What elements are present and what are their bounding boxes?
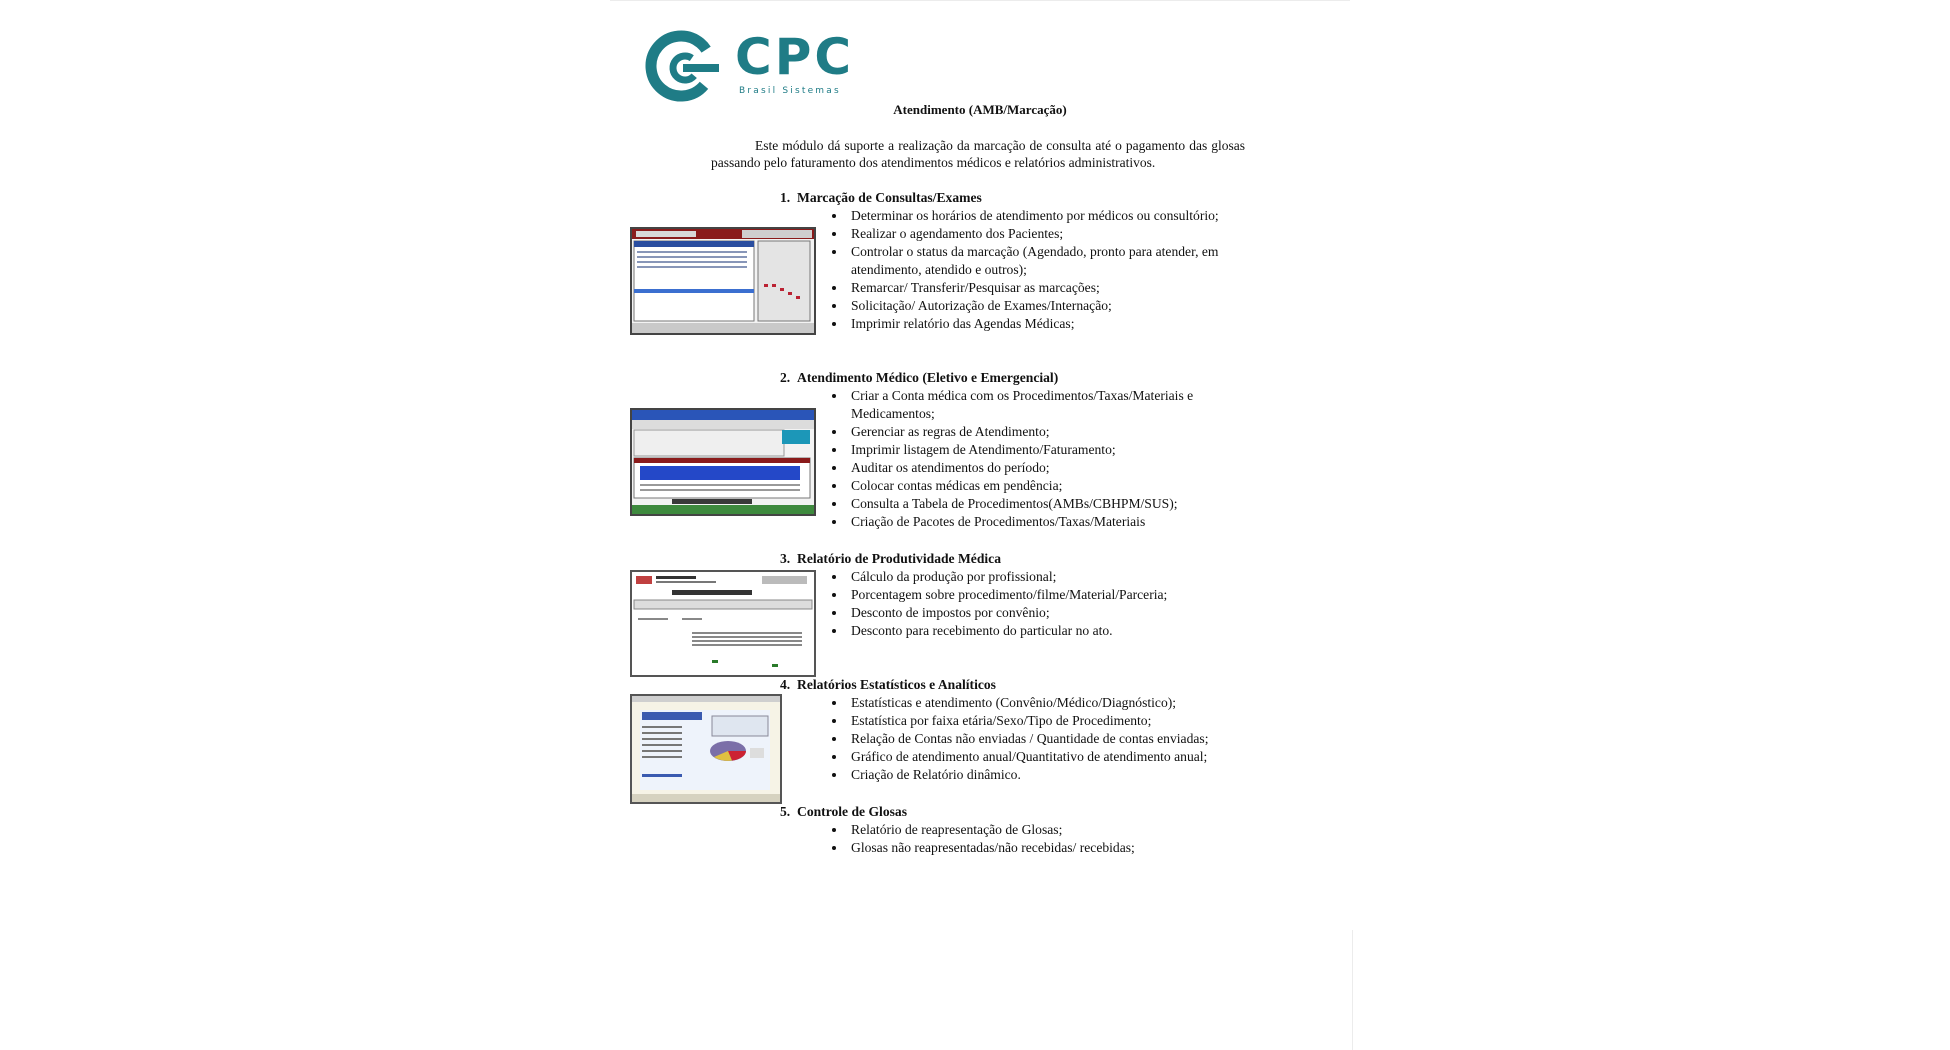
section-produtividade xyxy=(780,550,1255,640)
section-atendimento xyxy=(780,369,1255,531)
section-glosas xyxy=(780,803,1255,857)
cpc-logo xyxy=(645,28,865,108)
section-heading: 1. Marcação de Consultas/Exames xyxy=(780,190,982,205)
section-heading: 4. Relatórios Estatísticos e Analíticos xyxy=(780,677,996,692)
logo-tagline: Brasil Sistemas xyxy=(739,86,841,96)
section-heading: 3. Relatório de Produtividade Médica xyxy=(780,551,1002,566)
section-marcacao xyxy=(780,189,1255,333)
list-item: • Imprimir listagem de Atendimento/Faturamento; xyxy=(847,441,1255,459)
list-item: • Remarcar/ Transferir/Pesquisar as marcações; xyxy=(847,279,1255,297)
page-top-border xyxy=(610,0,1350,1)
list-item: • Controlar o status da marcação (Agendado, pronto para atender, em atendimento, atendido e outros); xyxy=(847,243,1255,279)
logo-wordmark: CPC xyxy=(735,28,855,86)
list-item: • Consulta a Tabela de Procedimentos(AMBs/CBHPM/SUS); xyxy=(847,495,1255,513)
list-item: • Porcentagem sobre procedimento/filme/Material/Parceria; xyxy=(847,586,1255,604)
section-estatisticas xyxy=(780,676,1255,784)
list-item: • Criação de Relatório dinâmico. xyxy=(847,766,1255,784)
list-item: • Relação de Contas não enviadas / Quantidade de contas enviadas; xyxy=(847,730,1255,748)
list-item: • Cálculo da produção por profissional; xyxy=(847,568,1255,586)
list-item: • Realizar o agendamento dos Pacientes; xyxy=(847,225,1255,243)
list-item: • Estatísticas e atendimento (Convênio/Médico/Diagnóstico); xyxy=(847,694,1255,712)
list-item: • Relatório de reapresentação de Glosas; xyxy=(847,821,1255,839)
list-item: • Gráfico de atendimento anual/Quantitativo de atendimento anual; xyxy=(847,748,1255,766)
estatisticas-screenshot xyxy=(630,694,782,804)
list-item: • Colocar contas médicas em pendência; xyxy=(847,477,1255,495)
list-item: • Desconto de impostos por convênio; xyxy=(847,604,1255,622)
list-item: • Solicitação/ Autorização de Exames/Internação; xyxy=(847,297,1255,315)
list-item: • Gerenciar as regras de Atendimento; xyxy=(847,423,1255,441)
list-item: • Desconto para recebimento do particular no ato. xyxy=(847,622,1255,640)
page-right-border xyxy=(1352,930,1353,1050)
list-item: • Imprimir relatório das Agendas Médicas; xyxy=(847,315,1255,333)
section-heading: 2. Atendimento Médico (Eletivo e Emergencial) xyxy=(780,370,1059,385)
list-item: • Criar a Conta médica com os Procedimentos/Taxas/Materiais e Medicamentos; xyxy=(847,387,1255,423)
cpc-logo-mark-icon xyxy=(645,28,725,108)
list-item: • Auditar os atendimentos do período; xyxy=(847,459,1255,477)
list-item: • Glosas não reapresentadas/não recebidas/ recebidas; xyxy=(847,839,1255,857)
list-item: • Criação de Pacotes de Procedimentos/Taxas/Materiais xyxy=(847,513,1255,531)
list-item: • Estatística por faixa etária/Sexo/Tipo de Procedimento; xyxy=(847,712,1255,730)
intro-paragraph: Este módulo dá suporte a realização da marcação de consulta até o pagamento das glosas passando pelo faturamento dos atendimentos médicos e relatórios administrativos. xyxy=(711,138,1245,170)
section-heading: 5. Controle de Glosas xyxy=(780,804,908,819)
document-title: Atendimento (AMB/Marcação) xyxy=(893,102,1067,117)
list-item: • Determinar os horários de atendimento por médicos ou consultório; xyxy=(847,207,1255,225)
